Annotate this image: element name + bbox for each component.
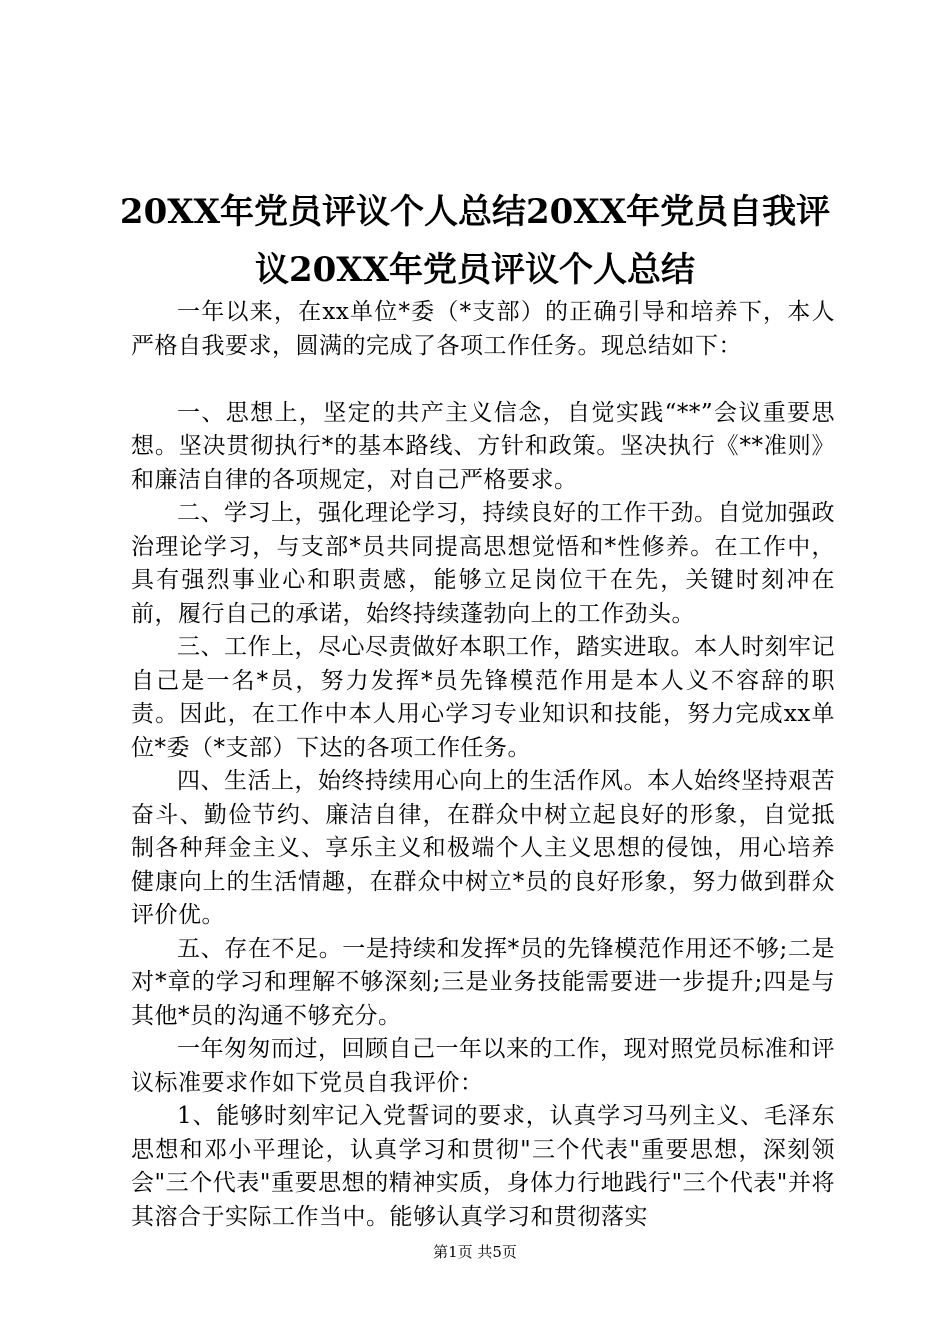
paragraph-shortcomings: 五、存在不足。一是持续和发挥*员的先锋模范作用还不够;二是对*章的学习和理解不够深刻;三是业务技能需要进一步提升;四是与其他*员的沟通不够充分。 (131, 935, 835, 1029)
paragraph-intro: 一年以来，在xx单位*委（*支部）的正确引导和培养下，本人严格自我要求，圆满的完成了各项工作任务。现总结如下： (131, 299, 835, 359)
paragraph-life: 四、生活上，始终持续用心向上的生活作风。本人始终坚持艰苦奋斗、勤俭节约、廉洁自律，在群众中树立起良好的形象，自觉抵制各种拜金主义、享乐主义和极端个人主义思想的侵蚀，用心培养健康向上的生活情趣，在群众中树立*员的良好形象，努力做到群众评价优。 (131, 768, 835, 928)
document-title-line-2: 议20XX年党员评议个人总结 (254, 250, 696, 290)
paragraph-work: 三、工作上，尽心尽责做好本职工作，踏实进取。本人时刻牢记自己是一名*员，努力发挥*员先锋模范作用是本人义不容辞的职责。因此，在工作中本人用心学习专业知识和技能，努力完成xx单位*委（*支部）下达的各项工作任务。 (131, 634, 835, 761)
paragraph-thought: 一、思想上，坚定的共产主义信念，自觉实践“**”会议重要思想。坚决贯彻执行*的基本路线、方针和政策。坚决执行《**准则》和廉洁自律的各项规定，对自己严格要求。 (131, 399, 835, 493)
document-title-line-1: 20XX年党员评议个人总结20XX年党员自我评 (119, 192, 831, 232)
paragraph-review: 一年匆匆而过，回顾自己一年以来的工作，现对照党员标准和评议标准要求作如下党员自我评价： (131, 1036, 835, 1096)
page-footer: 第1页 共5页 (433, 1243, 517, 1261)
paragraph-item-1: 1、能够时刻牢记入党誓词的要求，认真学习马列主义、毛泽东思想和邓小平理论，认真学习和贯彻"三个代表"重要思想，深刻领会"三个代表"重要思想的精神实质，身体力行地践行"三个代表"并将其溶合于实际工作当中。能够认真学习和贯彻落实 (131, 1103, 835, 1230)
paragraph-study: 二、学习上，强化理论学习，持续良好的工作干劲。自觉加强政治理论学习，与支部*员共同提高思想觉悟和*性修养。在工作中，具有强烈事业心和职责感，能够立足岗位干在先，关键时刻冲在前，履行自己的承诺，始终持续蓬勃向上的工作劲头。 (131, 500, 835, 627)
document-body (131, 296, 835, 1234)
